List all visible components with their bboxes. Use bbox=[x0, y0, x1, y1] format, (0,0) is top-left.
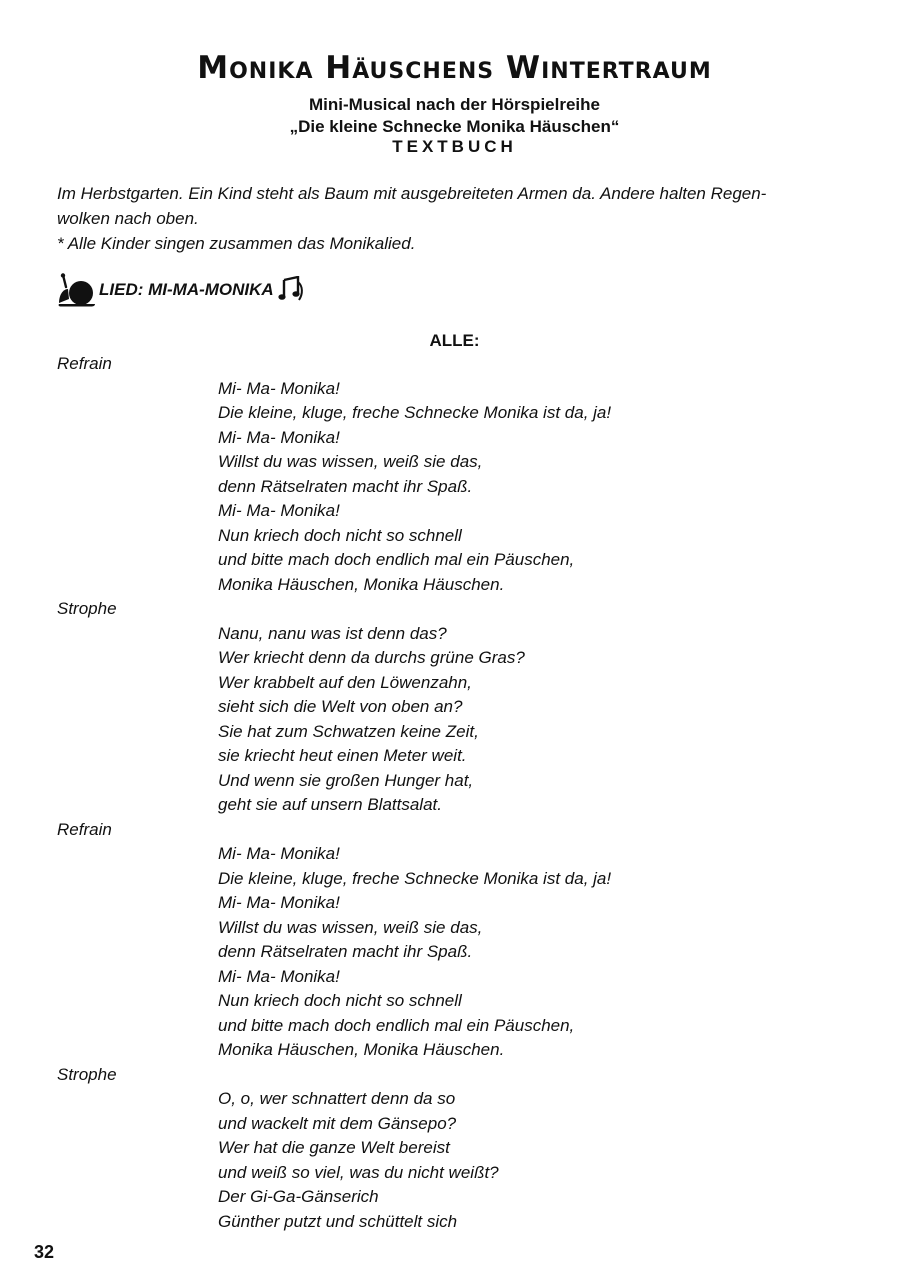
lyric-section bbox=[0, 1063, 909, 1235]
song-title: LIED: MI-MA-MONIKA bbox=[99, 280, 274, 299]
lyric-lines bbox=[0, 597, 909, 818]
lyric-line: Wer hat die ganze Welt bereist bbox=[218, 1138, 450, 1157]
lyric-line: Wer kriecht denn da durchs grüne Gras? bbox=[218, 648, 525, 667]
intro-note: * Alle Kinder singen zusammen das Monikalied. bbox=[57, 234, 416, 253]
lyric-line: Mi- Ma- Monika! bbox=[218, 893, 340, 912]
stage-direction-line-1: Im Herbstgarten. Ein Kind steht als Baum mit ausgebreiteten Armen da. Andere halten Regen- bbox=[57, 184, 767, 203]
lyric-line: Monika Häuschen, Monika Häuschen. bbox=[218, 1040, 505, 1059]
intro-text bbox=[57, 181, 847, 256]
stage-direction-line-2: wolken nach oben. bbox=[57, 209, 199, 228]
lyric-line: Günther putzt und schüttelt sich bbox=[218, 1211, 458, 1231]
lyrics bbox=[0, 352, 909, 1234]
lyric-line: Wer krabbelt auf den Löwenzahn, bbox=[218, 672, 472, 692]
lyric-line: Sie hat zum Schwatzen keine Zeit, bbox=[218, 721, 479, 741]
lyric-section bbox=[0, 818, 909, 1063]
lyric-line: Mi- Ma- Monika! bbox=[218, 501, 340, 520]
lyric-line: geht sie auf unsern Blattsalat. bbox=[218, 795, 442, 814]
lyric-lines bbox=[0, 818, 909, 1063]
lyric-line: Nun kriech doch nicht so schnell bbox=[218, 525, 462, 545]
lyric-line: Die kleine, kluge, freche Schnecke Monika ist da, ja! bbox=[218, 403, 612, 422]
speaker-label: ALLE: bbox=[429, 331, 480, 350]
lyric-line: und weiß so viel, was du nicht weißt? bbox=[218, 1162, 499, 1182]
lyric-line: denn Rätselraten macht ihr Spaß. bbox=[218, 476, 473, 496]
lyric-line: sieht sich die Welt von oben an? bbox=[218, 697, 463, 716]
lyric-line: Mi- Ma- Monika! bbox=[218, 844, 340, 863]
lyric-line: Monika Häuschen, Monika Häuschen. bbox=[218, 574, 505, 594]
lyric-line: Und wenn sie großen Hunger hat, bbox=[218, 770, 474, 790]
page-title: Monika Häuschens Wintertraum bbox=[197, 50, 712, 86]
lyric-lines bbox=[0, 352, 909, 597]
lyric-line: O, o, wer schnattert denn da so bbox=[218, 1089, 456, 1108]
lyric-line: Nanu, nanu was ist denn das? bbox=[218, 623, 447, 643]
subtitle-line-2: „Die kleine Schnecke Monika Häuschen“ bbox=[289, 117, 620, 136]
lyric-lines bbox=[0, 1063, 909, 1235]
lyric-line: Mi- Ma- Monika! bbox=[218, 966, 340, 986]
lyric-line: sie kriecht heut einen Meter weit. bbox=[218, 746, 467, 765]
snail-icon bbox=[57, 273, 97, 307]
subtitle-line-3: TEXTBUCH bbox=[392, 137, 517, 156]
song-heading bbox=[57, 270, 304, 310]
section-label: Strophe bbox=[57, 1064, 117, 1084]
lyric-line: Mi- Ma- Monika! bbox=[218, 427, 340, 447]
music-note-icon bbox=[278, 276, 304, 304]
lyric-line: Willst du was wissen, weiß sie das, bbox=[218, 917, 483, 937]
lyric-line: Die kleine, kluge, freche Schnecke Monika ist da, ja! bbox=[218, 868, 612, 888]
section-label: Strophe bbox=[57, 599, 117, 618]
lyric-line: denn Rätselraten macht ihr Spaß. bbox=[218, 942, 473, 961]
lyric-section bbox=[0, 597, 909, 818]
page-number: 32 bbox=[34, 1242, 55, 1262]
section-label: Refrain bbox=[57, 819, 112, 839]
lyric-line: und bitte mach doch endlich mal ein Päuschen, bbox=[218, 550, 575, 569]
lyric-line: und wackelt mit dem Gänsepo? bbox=[218, 1113, 457, 1133]
section-label: Refrain bbox=[57, 354, 112, 373]
subtitle-line-1: Mini-Musical nach der Hörspielreihe bbox=[309, 95, 600, 114]
lyric-line: Mi- Ma- Monika! bbox=[218, 378, 340, 398]
lyric-line: Nun kriech doch nicht so schnell bbox=[218, 991, 462, 1010]
lyric-line: Der Gi-Ga-Gänserich bbox=[218, 1187, 379, 1206]
lyric-section bbox=[0, 352, 909, 597]
lyric-line: Willst du was wissen, weiß sie das, bbox=[218, 452, 483, 471]
lyric-line: und bitte mach doch endlich mal ein Päuschen, bbox=[218, 1015, 575, 1035]
